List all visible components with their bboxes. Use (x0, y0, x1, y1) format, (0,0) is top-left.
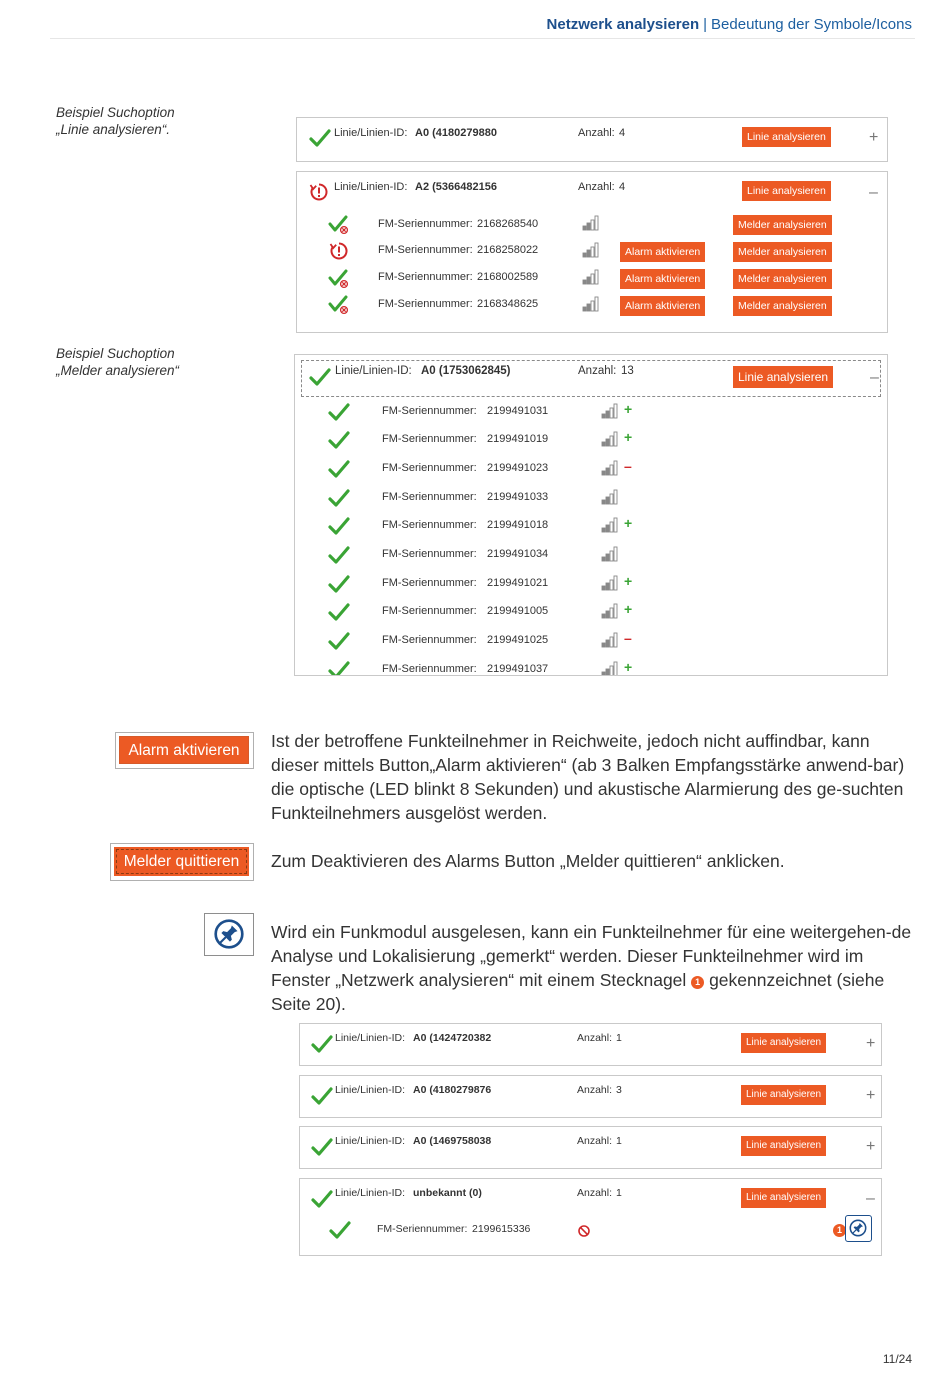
check-warning-icon (328, 215, 350, 235)
serial-value: 2199491019 (487, 433, 549, 445)
line-id-label: Linie/Linien-ID: (335, 1135, 406, 1147)
quit-button-sample-frame (110, 843, 254, 881)
collapse-icon[interactable]: – (870, 369, 879, 386)
check-icon (328, 488, 350, 508)
serial-value: 2199491021 (487, 577, 549, 589)
caption-line: „Linie analysieren“. (56, 122, 171, 137)
pin-marker-badge: 1 (833, 1224, 846, 1237)
linie-analysieren-button[interactable]: Linie analysieren (741, 1085, 826, 1105)
caption-melder (56, 345, 179, 379)
serial-label: FM-Seriennummer: (378, 298, 473, 310)
expand-icon[interactable]: + (866, 1035, 876, 1052)
serial-value: 2199491023 (487, 462, 549, 474)
count-label: Anzahl: (578, 181, 615, 193)
signal-strength-icon (601, 460, 619, 476)
header-subtitle: Bedeutung der Symbole/Icons (711, 16, 912, 33)
serial-label: FM-Seriennummer: (382, 519, 477, 531)
check-icon (328, 660, 350, 676)
check-icon (311, 1086, 333, 1106)
melder-analysieren-button[interactable]: Melder analysieren (733, 296, 832, 316)
signal-strength-icon (582, 296, 600, 312)
serial-label: FM-Seriennummer: (382, 405, 477, 417)
line-row-collapsed (296, 117, 888, 162)
signal-strength-icon (601, 632, 619, 648)
pin-button[interactable] (845, 1215, 872, 1242)
signal-strength-icon (601, 603, 619, 619)
signal-strength-icon (601, 517, 619, 533)
serial-value: 2199491037 (487, 663, 549, 675)
check-icon (328, 430, 350, 450)
expand-icon[interactable]: + (866, 1138, 876, 1155)
signal-plus-icon: + (624, 659, 633, 675)
line-id-value: A0 (1424720382 (413, 1032, 492, 1044)
error-icon (309, 182, 329, 202)
quit-description: Zum Deaktivieren des Alarms Button „Melder quittieren“ anklicken. (271, 851, 785, 871)
serial-label: FM-Seriennummer: (377, 1223, 468, 1235)
serial-value: 2199615336 (472, 1223, 531, 1235)
count-value: 1 (616, 1187, 622, 1199)
expand-icon[interactable]: + (869, 129, 879, 146)
check-icon (311, 1189, 333, 1209)
page-header (547, 16, 912, 33)
alarm-aktivieren-button[interactable]: Alarm aktivieren (620, 242, 705, 262)
serial-value: 2199491034 (487, 548, 549, 560)
error-icon (329, 241, 349, 261)
line-id-label: Linie/Linien-ID: (334, 127, 408, 139)
page-number: 11/24 (882, 1352, 912, 1366)
count-value: 13 (621, 365, 634, 377)
melder-quittieren-button-sample[interactable]: Melder quittieren (114, 847, 249, 876)
serial-value: 2199491031 (487, 405, 549, 417)
check-icon (328, 574, 350, 594)
header-separator: | (703, 16, 708, 33)
linie-analysieren-button[interactable]: Linie analysieren (741, 1188, 826, 1208)
serial-label: FM-Seriennummer: (382, 462, 477, 474)
line-id-value: A0 (4180279876 (413, 1084, 492, 1096)
line-row-expanded (296, 171, 888, 333)
collapse-icon[interactable]: – (866, 1190, 875, 1207)
header-title: Netzwerk analysieren (546, 16, 700, 33)
signal-strength-icon (601, 661, 619, 676)
line-id-label: Linie/Linien-ID: (335, 1187, 406, 1199)
expand-icon[interactable]: + (866, 1087, 876, 1104)
melder-analysieren-button[interactable]: Melder analysieren (733, 269, 832, 289)
linie-analysieren-button[interactable]: Linie analysieren (741, 1033, 826, 1053)
line-id-value: unbekannt (0) (413, 1187, 482, 1199)
check-icon (328, 459, 350, 479)
count-value: 4 (619, 181, 626, 193)
count-value: 1 (616, 1032, 622, 1044)
caption-line: „Melder analysieren“ (56, 363, 180, 378)
serial-label: FM-Seriennummer: (378, 271, 473, 283)
serial-value: 2199491033 (487, 491, 549, 503)
pin-icon-frame (204, 913, 254, 956)
serial-label: FM-Seriennummer: (382, 577, 477, 589)
collapse-icon[interactable]: – (869, 184, 878, 201)
signal-strength-icon (582, 269, 600, 285)
signal-strength-icon (582, 242, 600, 258)
pinned-line-row (299, 1075, 882, 1118)
serial-label: FM-Seriennummer: (378, 218, 473, 230)
signal-strength-icon (601, 575, 619, 591)
check-icon (328, 402, 350, 422)
count-label: Anzahl: (578, 365, 617, 377)
count-label: Anzahl: (577, 1032, 613, 1044)
signal-strength-icon (601, 489, 619, 505)
check-warning-icon (328, 269, 350, 289)
count-label: Anzahl: (578, 127, 615, 139)
linie-analysieren-button[interactable]: Linie analysieren (741, 1136, 826, 1156)
line-id-label: Linie/Linien-ID: (335, 1032, 406, 1044)
count-label: Anzahl: (577, 1135, 613, 1147)
signal-plus-icon: + (624, 401, 633, 417)
line-id-value: A2 (5366482156 (415, 181, 497, 193)
serial-label: FM-Seriennummer: (382, 605, 477, 617)
caption-line: Beispiel Suchoption (56, 346, 175, 361)
count-value: 1 (616, 1135, 622, 1147)
pin-description (271, 920, 915, 1016)
serial-label: FM-Seriennummer: (378, 244, 473, 256)
line-id-label: Linie/Linien-ID: (334, 181, 408, 193)
pinned-line-row (299, 1178, 882, 1256)
signal-minus-icon: – (624, 630, 632, 646)
count-value: 3 (616, 1084, 622, 1096)
line-id-value: A0 (1469758038 (413, 1135, 492, 1147)
signal-plus-icon: + (624, 515, 633, 531)
serial-label: FM-Seriennummer: (382, 663, 477, 675)
check-icon (329, 1220, 351, 1240)
check-icon (311, 1137, 333, 1157)
pin-icon (847, 1217, 869, 1239)
line-id-value: A0 (4180279880 (415, 127, 497, 139)
check-warning-icon (328, 295, 350, 315)
check-icon (328, 516, 350, 536)
check-icon (328, 631, 350, 651)
header-divider (50, 38, 915, 39)
alarm-description: Ist der betroffene Funkteilnehmer in Reichweite, jedoch nicht auffindbar, kann dieser mittels Button„Alarm aktivieren“ (ab 3 Balken Empfangsstärke anwend-bar) die optische (LED blinkt 8 Sekunden) und akustische Alarmierung des ge-suchten Funkteilnehmers ausgelöst werden. (271, 731, 905, 823)
melder-list-panel (294, 354, 888, 676)
serial-label: FM-Seriennummer: (382, 634, 477, 646)
serial-label: FM-Seriennummer: (382, 548, 477, 560)
signal-strength-icon (601, 403, 619, 419)
alarm-aktivieren-button[interactable]: Alarm aktivieren (620, 296, 705, 316)
alarm-aktivieren-button-sample[interactable]: Alarm aktivieren (119, 736, 249, 764)
linie-analysieren-button[interactable]: Linie analysieren (742, 127, 831, 147)
alarm-aktivieren-button[interactable]: Alarm aktivieren (620, 269, 705, 289)
serial-value: 2168268540 (477, 218, 539, 230)
serial-value: 2199491025 (487, 634, 549, 646)
signal-strength-icon (582, 215, 600, 231)
check-icon (328, 545, 350, 565)
check-icon (309, 128, 331, 148)
pin-marker-badge: 1 (691, 976, 704, 989)
melder-analysieren-button[interactable]: Melder analysieren (733, 242, 832, 262)
check-icon (311, 1034, 333, 1054)
serial-value: 2168002589 (477, 271, 539, 283)
pin-icon (210, 915, 248, 953)
check-icon (328, 602, 350, 622)
pinned-line-row (299, 1126, 882, 1169)
line-id-label: Linie/Linien-ID: (335, 1084, 406, 1096)
pin-text-part2: gekennzeichnet (siehe Seite 20). (271, 970, 885, 1014)
caption-linie (56, 104, 175, 138)
serial-label: FM-Seriennummer: (382, 433, 477, 445)
signal-plus-icon: + (624, 429, 633, 445)
pinned-line-row (299, 1023, 882, 1066)
signal-minus-icon: – (624, 458, 632, 474)
check-icon (309, 367, 331, 387)
count-value: 4 (619, 127, 626, 139)
signal-strength-icon (601, 431, 619, 447)
caption-line: Beispiel Suchoption (56, 105, 175, 120)
line-id-label: Linie/Linien-ID: (335, 365, 412, 377)
signal-strength-icon (601, 546, 619, 562)
serial-value: 2168348625 (477, 298, 539, 310)
count-label: Anzahl: (577, 1187, 613, 1199)
count-label: Anzahl: (577, 1084, 613, 1096)
linie-analysieren-button[interactable]: Linie analysieren (742, 181, 831, 201)
serial-label: FM-Seriennummer: (382, 491, 477, 503)
serial-value: 2168258022 (477, 244, 539, 256)
linie-analysieren-button[interactable]: Linie analysieren (733, 366, 833, 388)
alarm-button-sample-frame (115, 732, 254, 769)
signal-plus-icon: + (624, 601, 633, 617)
serial-value: 2199491005 (487, 605, 549, 617)
signal-plus-icon: + (624, 573, 633, 589)
melder-analysieren-button[interactable]: Melder analysieren (733, 215, 832, 235)
serial-value: 2199491018 (487, 519, 549, 531)
line-id-value: A0 (1753062845) (421, 365, 511, 377)
pin-text-part1: Wird ein Funkmodul ausgelesen, kann ein Funkteilnehmer für eine weitergehen-de Analyse und Lokalisierung „gemerkt“ werden. Dieser Funkteilnehmer wird im Fenster „Netzwerk analysieren“ mit einem Stecknagel (271, 922, 912, 990)
no-signal-icon (577, 1224, 591, 1238)
